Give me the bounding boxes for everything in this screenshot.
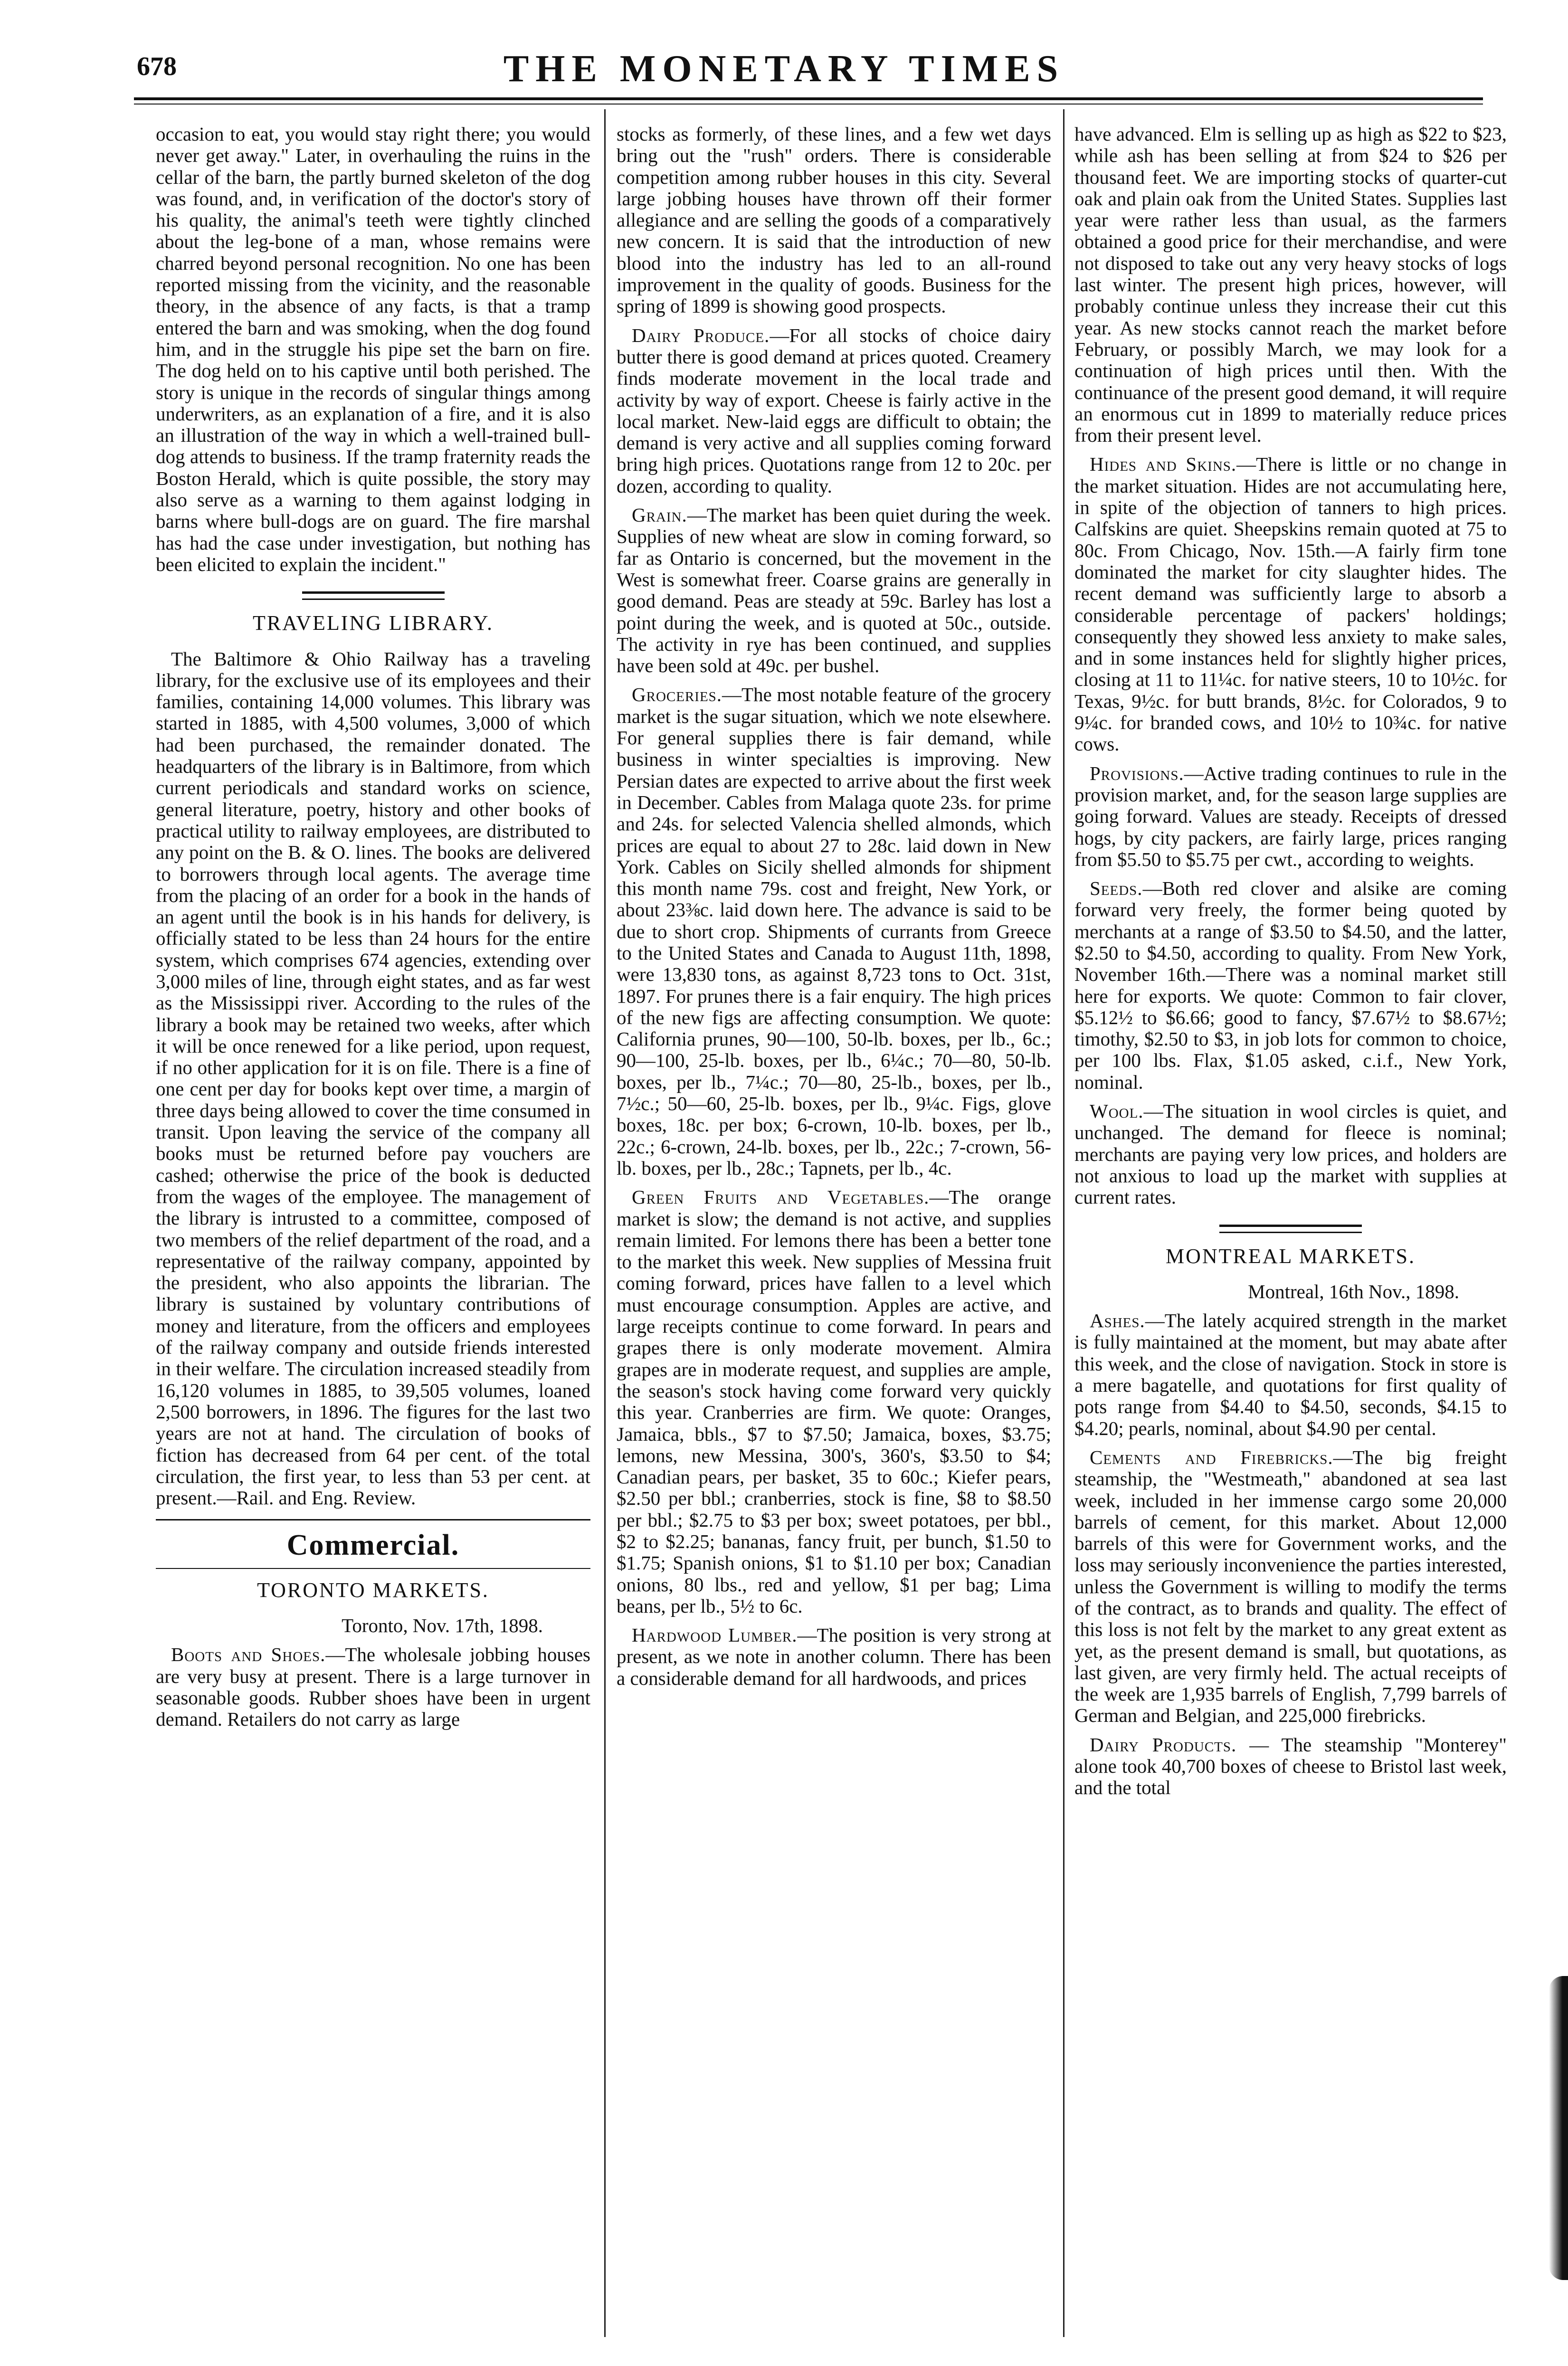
wool-label: Wool.: [1090, 1100, 1144, 1122]
hardwood-lumber-label: Hardwood Lumber.: [632, 1624, 798, 1646]
hides-and-skins-item: [1074, 454, 1507, 755]
ashes-label: Ashes.: [1090, 1310, 1145, 1332]
grain-label: Grain.: [632, 504, 687, 526]
wool-text: —The situation in wool circles is quiet, and unchanged. The demand for fleece is nominal; merchants are paying very low prices, and holders are not anxious to load up the market with supplies at current rates.: [1074, 1100, 1507, 1208]
heading-commercial: Commercial.: [286, 1529, 460, 1562]
cements-label: Cements and Firebricks.: [1090, 1446, 1333, 1468]
dairy-produce-label: Dairy Produce.: [632, 324, 770, 346]
wool-item: [1074, 1101, 1507, 1208]
rule: [156, 1519, 590, 1520]
page-edge-shadow: [1549, 1976, 1568, 2280]
section-separator: [302, 591, 445, 600]
green-fruits-label: Green Fruits and Vegetables.: [632, 1186, 930, 1208]
dateline-toronto: Toronto, Nov. 17th, 1898.: [342, 1615, 543, 1636]
ashes-item: [1074, 1310, 1507, 1439]
dateline-montreal: Montreal, 16th Nov., 1898.: [1248, 1280, 1459, 1302]
dairy-produce-item: [617, 325, 1051, 497]
hides-and-skins-text: —There is little or no change in the market situation. Hides are not accumulating here, in spite of the objection of tanners to high prices. Calfskins are quiet. Sheepskins remain quoted at 75 to 80c. From Chicago, Nov. 15th.—A fairly firm tone dominated the market for city slaughter hides. The recent demand was sufficiently large to absorb a considerable percentage of packers' holdings; consequently they showed less anxiety to make sales, and in some instances held for slightly higher prices, closing at 11 to 11¼c. for native steers, 10 to 10½c. for Texas, 9½c. for butt brands, 8½c. for Colorados, 9 to 9¼c. for branded cows, and 10½ to 10¾c. for native cows.: [1074, 453, 1507, 755]
groceries-text: —The most notable feature of the grocery market is the sugar situation, which we note elsewhere. For general supplies there is fair demand, while business in winter specialties is improving. New Persian dates are expected to arrive about the first week in December. Cables from Malaga quote 23s. for prime and 24s. for selected Valencia shelled almonds, which prices are equal to about 27 to 28c. laid down in New York. Cables on Sicily shelled almonds for shipment this month name 79s. cost and freight, New York, or about 23⅜c. laid down here. The advance is said to be due to short crop. Shipments of currants from Greece to the United States and Canada to August 11th, 1898, were 13,830 tons, as against 8,723 tons to Oct. 31st, 1897. For prunes there is a fair enquiry. The high prices of the new figs are affecting consumption. We quote: California prunes, 90—100, 50-lb. boxes, per lb., 6c.; 90—100, 25-lb. boxes, per lb., 6¼c.; 70—80, 50-lb. boxes, per lb., 7¼c.; 70—80, 25-lb., boxes, per lb., 7½c.; 50—60, 25-lb. boxes, per lb., 9¼c. Figs, glove boxes, 18c. per box; 6-crown, 10-lb. boxes, per lb., 22c.; 6-crown, 24-lb. boxes, per lb., 22c.; 7-crown, 56-lb. boxes, per lb., 28c.; Tapnets, per lb., 4c.: [617, 684, 1051, 1179]
cements-item: [1074, 1447, 1507, 1727]
section-separator: [1219, 1225, 1362, 1233]
column-divider-1: [604, 109, 606, 2337]
seeds-item: [1074, 878, 1507, 1093]
dairy-products-item: [1074, 1734, 1507, 1799]
cements-text: —The big freight steamship, the "Westmeath," abandoned at sea last week, included in her immense cargo some 20,000 barrels of cement, for this market. About 12,000 barrels of this were for Government works, and the loss may seriously inconvenience the parties interested, unless the Government is willing to modify the terms of the contract, as to brands and quality. The effect of this loss is not felt by the market to any great extent as yet, as the present demand is small, but quotations, as last given, are very firmly held. The actual receipts of the week are 1,935 barrels of English, 7,799 barrels of German and Belgian, and 225,000 firebricks.: [1074, 1446, 1507, 1727]
groceries-label: Groceries.: [632, 684, 722, 706]
header-rule: [134, 97, 1483, 100]
provisions-text: —Active trading continues to rule in the provision market, and, for the season large supplies are going forward. Values are steady. Receipts of dressed hogs, by city packers, are fairly large, prices ranging from $5.50 to $5.75 per cwt., according to weights.: [1074, 762, 1507, 870]
fire-story-continued: occasion to eat, you would stay right there; you would never get away." Later, in overhauling the ruins in the cellar of the barn, the partly burned skeleton of the dog was found, and, in verification of the doctor's story of his quality, the animal's teeth were tightly clinched about the leg-bone of a man, whose remains were charred beyond personal recognition. No one has been reported missing from the vicinity, and the reasonable theory, in the absence of any facts, is that a tramp entered the barn and was smoking, when the dog found him, and in the struggle his pipe set the barn on fire. The dog held on to his captive until both perished. The story is unique in the records of singular things among underwriters, as an explanation of a fire, and it is also an illustration of the way in which a well-trained bull-dog attends to business. If the tramp fraternity reads the Boston Herald, which is quite possible, the story may also serve as a warning to them against lodging in barns where bull-dogs are on guard. The fire marshal has had the case under investigation, but nothing has been elicited to explain the incident.": [156, 124, 590, 575]
header-rule-thin: [134, 104, 1483, 105]
traveling-library-article: The Baltimore & Ohio Railway has a traveling library, for the exclusive use of its employees and their families, containing 14,000 volumes. This library was started in 1885, with 4,500 volumes, 3,000 of which had been purchased, the remainder donated. The headquarters of the library is in Baltimore, from which current periodicals and standard works on science, general literature, poetry, history and other books of practical utility to railway employees, are distributed to any point on the B. & O. lines. The books are delivered to borrowers through local agents. The average time from the placing of an order for a book in the hands of an agent until the book is in his hands for delivery, is officially stated to be less than 24 hours for the entire system, which comprises 674 agencies, extending over 3,000 miles of line, through eight states, and as far west as the Mississippi river. According to the rules of the library a book may be retained two weeks, after which it will be once renewed for a like period, upon request, if no other application for it is on file. There is a fine of one cent per day for books kept over time, a margin of three days being allowed to cover the time consumed in transit. Upon leaving the service of the company all books must be returned before pay vouchers are cashed; otherwise the price of the book is deducted from the wages of the employee. The management of the library is intrusted to a committee, composed of two members of the relief department of the road, and a representative of the railway company, appointed by the president, who also appoints the librarian. The library is sustained by voluntary contributions of money and literature, from the officers and employees of the railway company and outside friends interested in their welfare. The circulation increased steadily from 16,120 volumes in 1885, to 39,505 volumes, loaned 2,500 borrowers, in 1896. The figures for the last two years are not at hand. The circulation of books of fiction has decreased from 64 per cent. of the total circulation, the first year, to less than 53 per cent. at present.—Rail. and Eng. Review.: [156, 647, 590, 1509]
heading-traveling-library: TRAVELING LIBRARY.: [252, 611, 494, 635]
column-3: [1074, 124, 1507, 2337]
hardwood-lumber-text: —The position is very strong at present, as we note in another column. There has been a considerable demand for all hardwoods, and prices: [617, 1624, 1051, 1689]
heading-montreal-markets: MONTREAL MARKETS.: [1165, 1244, 1416, 1268]
dairy-produce-text: —For all stocks of choice dairy butter there is good demand at prices quoted. Creamery finds moderate movement in the local trade and activity by way of export. Cheese is fairly active in the local market. New-laid eggs are difficult to obtain; the demand is very active and all supplies coming forward bring high prices. Quotations range from 12 to 20c. per dozen, according to quality.: [617, 324, 1051, 497]
column-1: [156, 124, 590, 2337]
provisions-item: [1074, 763, 1507, 870]
page-number: 678: [137, 52, 177, 81]
seeds-text: —Both red clover and alsike are coming forward very freely, the former being quoted by merchants at a range of $3.50 to $4.50, and the latter, $2.50 to $4.50, according to quality. From New York, November 16th.—There was a nominal market still here for exports. We quote: Common to fair clover, $5.12½ to $6.66; good to fancy, $7.67½ to $8.67½; timothy, $2.50 to $3, in job lots for common to choice, per 100 lbs. Flax, $1.05 asked, c.i.f., New York, nominal.: [1074, 877, 1507, 1093]
column-2: [617, 124, 1051, 2337]
provisions-label: Provisions.: [1090, 762, 1184, 784]
rule: [156, 1568, 590, 1569]
hardwood-continued: have advanced. Elm is selling up as high as $22 to $23, while ash has been selling at from $24 to $26 per thousand feet. We are importing stocks of quarter-cut oak and plain oak from the United States. Supplies last year were rather less than usual, as the farmers obtained a good price for their merchandise, and were not disposed to take out any very heavy stocks of logs last winter. The present high prices, however, will probably continue unless they increase their cut this year. As new stocks cannot reach the market before February, or possibly March, we may look for a continuation of high prices until then. With the continuance of the present good demand, it will require an enormous cut in 1899 to materially reduce prices from their present level.: [1074, 124, 1507, 447]
boots-and-shoes-item: [156, 1644, 590, 1730]
groceries-item: [617, 684, 1051, 1179]
grain-item: [617, 504, 1051, 676]
green-fruits-item: [617, 1187, 1051, 1617]
hides-and-skins-label: Hides and Skins.: [1090, 453, 1237, 475]
grain-text: —The market has been quiet during the week. Supplies of new wheat are slow in coming forward, so far as Ontario is concerned, but the movement in the West is somewhat freer. Coarse grains are generally in good demand. Peas are steady at 59c. Barley has lost a point during the week, and is quoted at 50c., outside. The activity in rye has been continued, and supplies have been sold at 49c. per bushel.: [617, 504, 1051, 677]
boots-and-shoes-label: Boots and Shoes.: [171, 1644, 326, 1666]
masthead-title: THE MONETARY TIMES: [503, 48, 1065, 90]
ashes-text: —The lately acquired strength in the market is fully maintained at the moment, but may abate after this week, and the close of navigation. Stock in store is a mere bagatelle, and quotations for first quality of pots range from $4.40 to $4.50, seconds, $4.15 to $4.20; pearls, nominal, about $4.90 per cental.: [1074, 1310, 1507, 1439]
boots-and-shoes-text: —The wholesale jobbing houses are very busy at present. There is a large turnover in seasonable goods. Rubber shoes have been in urgent demand. Retailers do not carry as large: [156, 1644, 590, 1730]
heading-toronto-markets: TORONTO MARKETS.: [257, 1578, 489, 1602]
rubber-continued: stocks as formerly, of these lines, and a few wet days bring out the "rush" orders. There is considerable competition among rubber houses in this city. Several large jobbing houses have thrown off their former allegiance and are selling the goods of a comparatively new concern. It is said that the introduction of new blood into the industry has led to an all-round improvement in the quality of goods. Business for the spring of 1899 is showing good prospects.: [617, 124, 1051, 317]
dairy-products-text: — The steamship "Monterey" alone took 40,700 boxes of cheese to Bristol last week, and the total: [1074, 1733, 1507, 1799]
column-divider-2: [1063, 109, 1064, 2337]
dairy-products-label: Dairy Products.: [1090, 1733, 1237, 1756]
seeds-label: Seeds.: [1090, 877, 1143, 900]
hardwood-lumber-item: [617, 1625, 1051, 1689]
green-fruits-text: —The orange market is slow; the demand is not active, and supplies remain limited. For lemons there has been a better tone to the market this week. New supplies of Messina fruit coming forward, prices have fallen to a level which must encourage consumption. Apples are active, and large receipts continue to come forward. In pears and grapes there is only moderate movement. Almira grapes are in moderate request, and supplies are ample, the season's stock having come forward very quickly this year. Cranberries are firm. We quote: Oranges, Jamaica, bbls., $7 to $7.50; Jamaica, boxes, $3.75; lemons, new Messina, 300's, 360's, $3.50 to $4; Canadian pears, per basket, 35 to 60c.; Kiefer pears, $2.50 per bbl.; cranberries, stock is fine, $8 to $8.50 per bbl.; $2.75 to $3 per box; sweet potatoes, per bbl., $2 to $2.25; bananas, fancy fruit, per bunch, $1.50 to $1.75; Spanish onions, $1 to $1.10 per box; Canadian onions, 80 lbs., red and yellow, $1 per bag; Lima beans, per lb., 5½ to 6c.: [617, 1186, 1051, 1617]
